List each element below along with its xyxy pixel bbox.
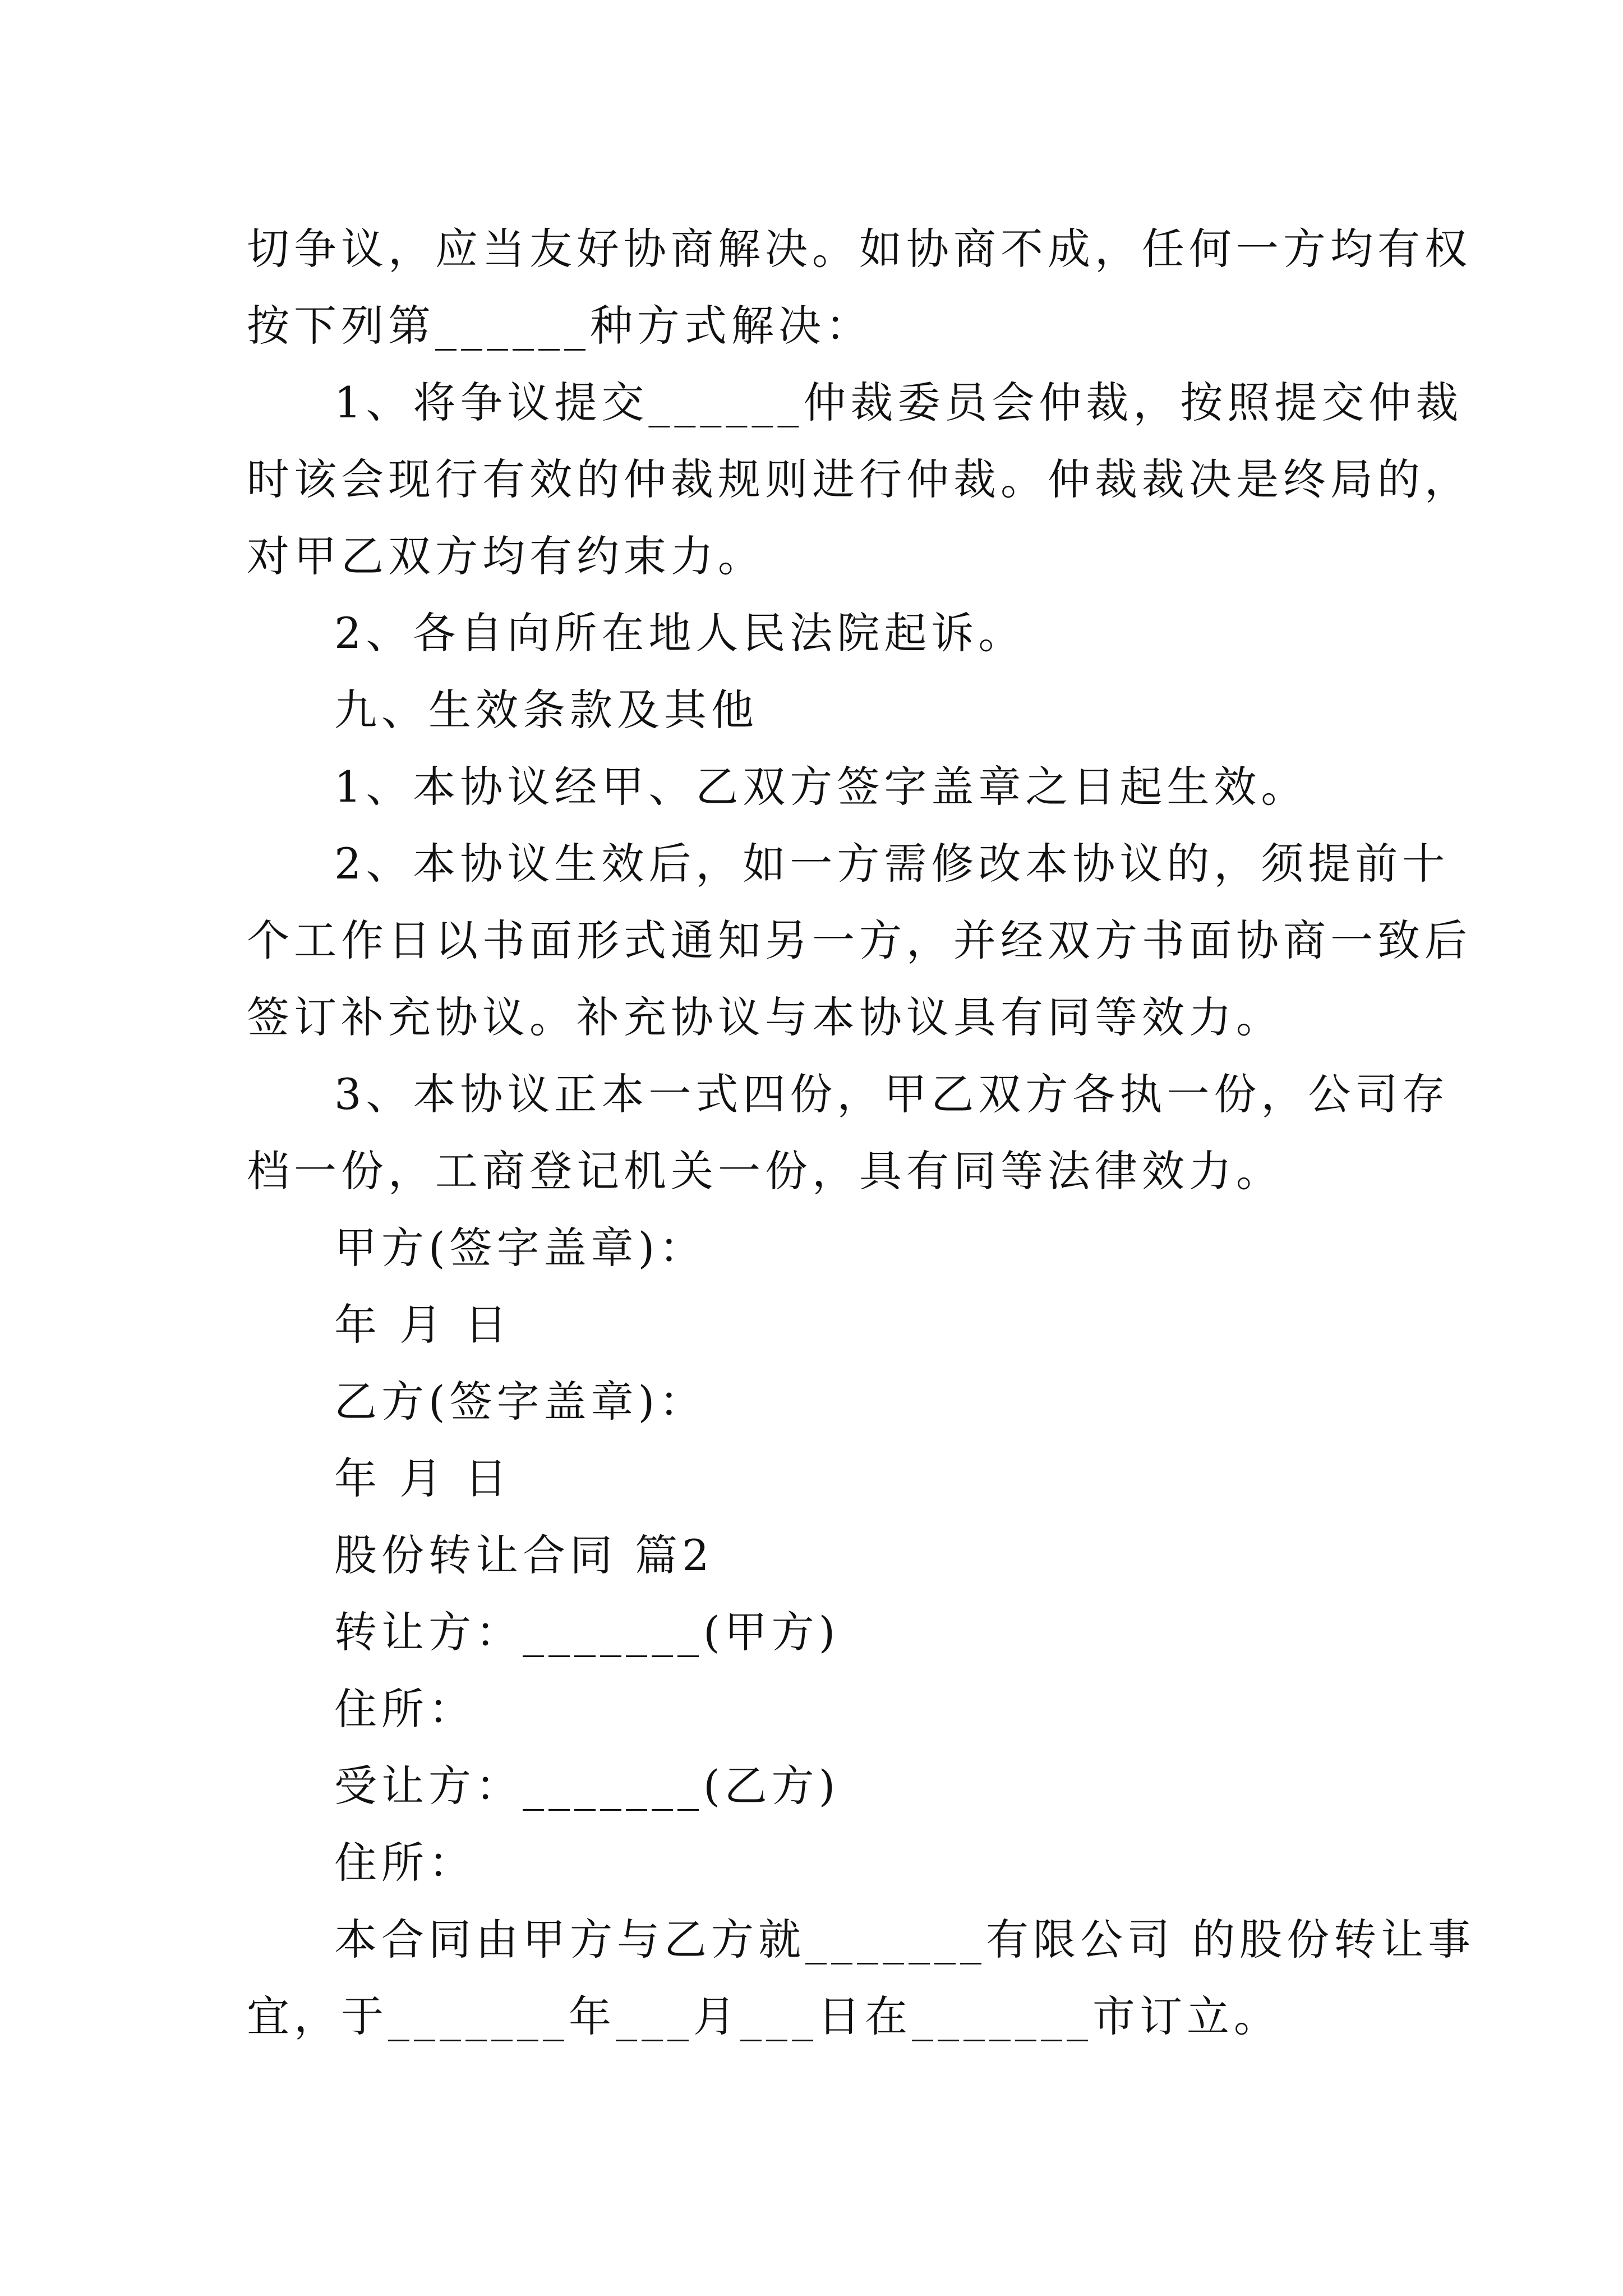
- text-line: 按下列第______种方式解决：: [247, 301, 873, 351]
- text-line: 本合同由甲方与乙方就_______有限公司 的股份转让事: [334, 1915, 1476, 1964]
- signature-date-a: 年 月 日: [334, 1300, 512, 1350]
- transferor-line: 转让方：_______(甲方): [334, 1607, 840, 1657]
- text-line: 个工作日以书面形式通知另一方，并经双方书面协商一致后: [247, 915, 1472, 965]
- signature-date-b: 年 月 日: [334, 1453, 512, 1503]
- signature-party-a: 甲方(签字盖章)：: [334, 1223, 707, 1273]
- signature-party-b: 乙方(签字盖章)：: [334, 1377, 707, 1427]
- address-line: 住所：: [334, 1838, 476, 1888]
- section-title: 股份转让合同 篇2: [334, 1530, 714, 1580]
- address-line: 住所：: [334, 1684, 476, 1734]
- text-line: 3、本协议正本一式四份，甲乙双方各执一份，公司存: [334, 1069, 1450, 1119]
- transferee-line: 受让方：_______(乙方): [334, 1761, 840, 1811]
- text-line: 1、本协议经甲、乙双方签字盖章之日起生效。: [334, 762, 1308, 812]
- text-line: 宜，于_______年___月___日在_______市订立。: [247, 1991, 1281, 2041]
- section-heading: 九、生效条款及其他: [334, 685, 758, 735]
- text-line: 1、将争议提交______仲裁委员会仲裁，按照提交仲裁: [334, 378, 1463, 427]
- text-line: 对甲乙双方均有约束力。: [247, 531, 765, 581]
- text-line: 签订补充协议。补充协议与本协议具有同等效力。: [247, 992, 1283, 1042]
- text-line: 切争议，应当友好协商解决。如协商不成，任何一方均有权: [247, 224, 1472, 274]
- document-body: [247, 210, 1476, 2055]
- text-line: 2、本协议生效后，如一方需修改本协议的，须提前十: [334, 839, 1450, 889]
- text-line: 时该会现行有效的仲裁规则进行仲裁。仲裁裁决是终局的，: [247, 454, 1472, 504]
- text-line: 档一份，工商登记机关一份，具有同等法律效力。: [247, 1146, 1283, 1196]
- text-line: 2、各自向所在地人民法院起诉。: [334, 608, 1026, 658]
